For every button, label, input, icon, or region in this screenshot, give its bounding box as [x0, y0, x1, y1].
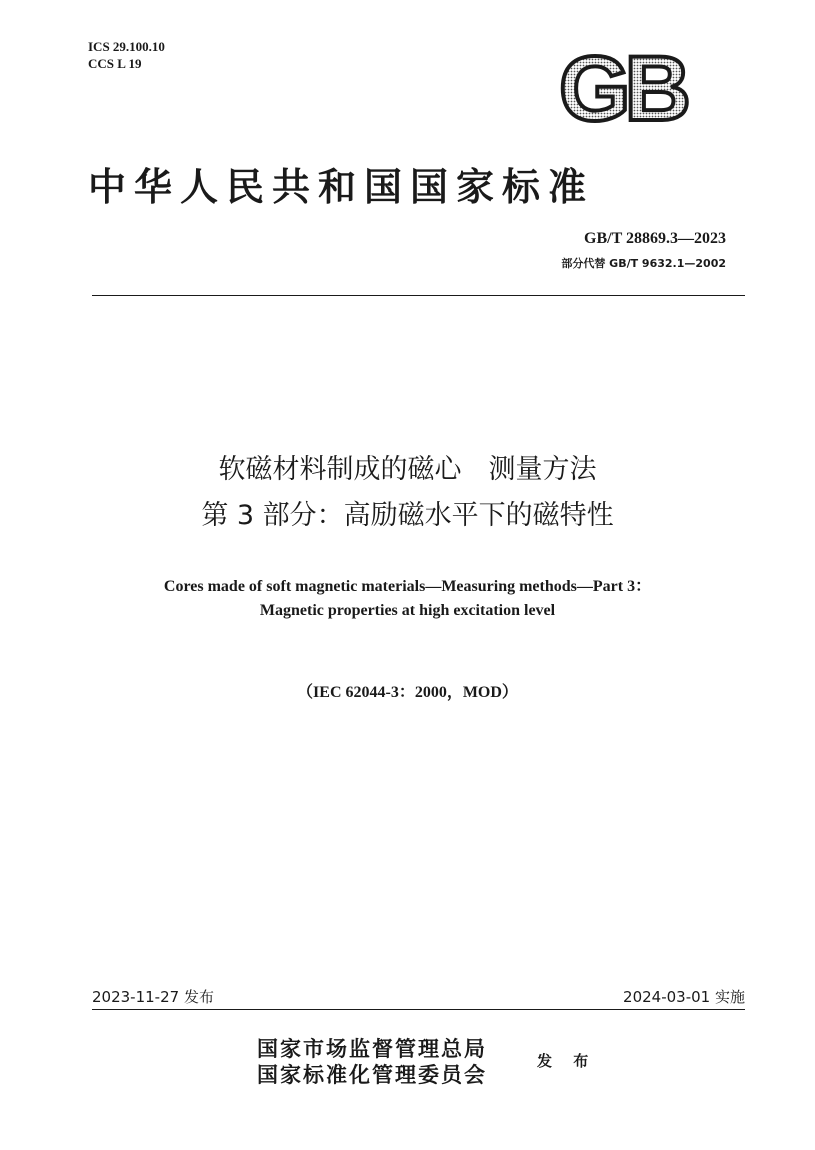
adoption-note: （IEC 62044-3：2000，MOD） [297, 684, 518, 701]
ics-code: ICS 29.100.10 [88, 39, 165, 54]
svg-text:GB: GB [559, 46, 685, 130]
chinese-title [0, 447, 815, 539]
issue-date: 2023-11-27 发布 [92, 988, 214, 1006]
replaces-note: 部分代替 GB/T 9632.1—2002 [561, 257, 726, 270]
english-title-line-1: Cores made of soft magnetic materials—Measuring methods—Part 3： [163, 578, 652, 595]
english-title [0, 575, 815, 623]
implementation-date: 2024-03-01 实施 [623, 988, 745, 1006]
issuer-sac: 国家标准化管理委员会 [257, 1062, 487, 1087]
national-standard-title: 中华人民共和国国家标准 [88, 164, 595, 209]
footer-divider [92, 1009, 745, 1010]
issuing-authorities [257, 1036, 487, 1088]
publish-label: 发 布 [537, 1052, 597, 1070]
english-title-line-2: Magnetic properties at high excitation level [259, 602, 556, 619]
classification-codes [88, 38, 165, 72]
standard-number-block [561, 230, 726, 271]
header-divider [92, 295, 745, 296]
issuer-samr: 国家市场监督管理总局 [257, 1036, 487, 1061]
ccs-code: CCS L 19 [88, 56, 142, 71]
chinese-title-line-1: 软磁材料制成的磁心 测量方法 [218, 454, 597, 485]
chinese-title-line-2: 第 3 部分：高励磁水平下的磁特性 [201, 500, 614, 531]
gb-logo [543, 46, 701, 130]
standard-number: GB/T 28869.3—2023 [584, 230, 726, 247]
